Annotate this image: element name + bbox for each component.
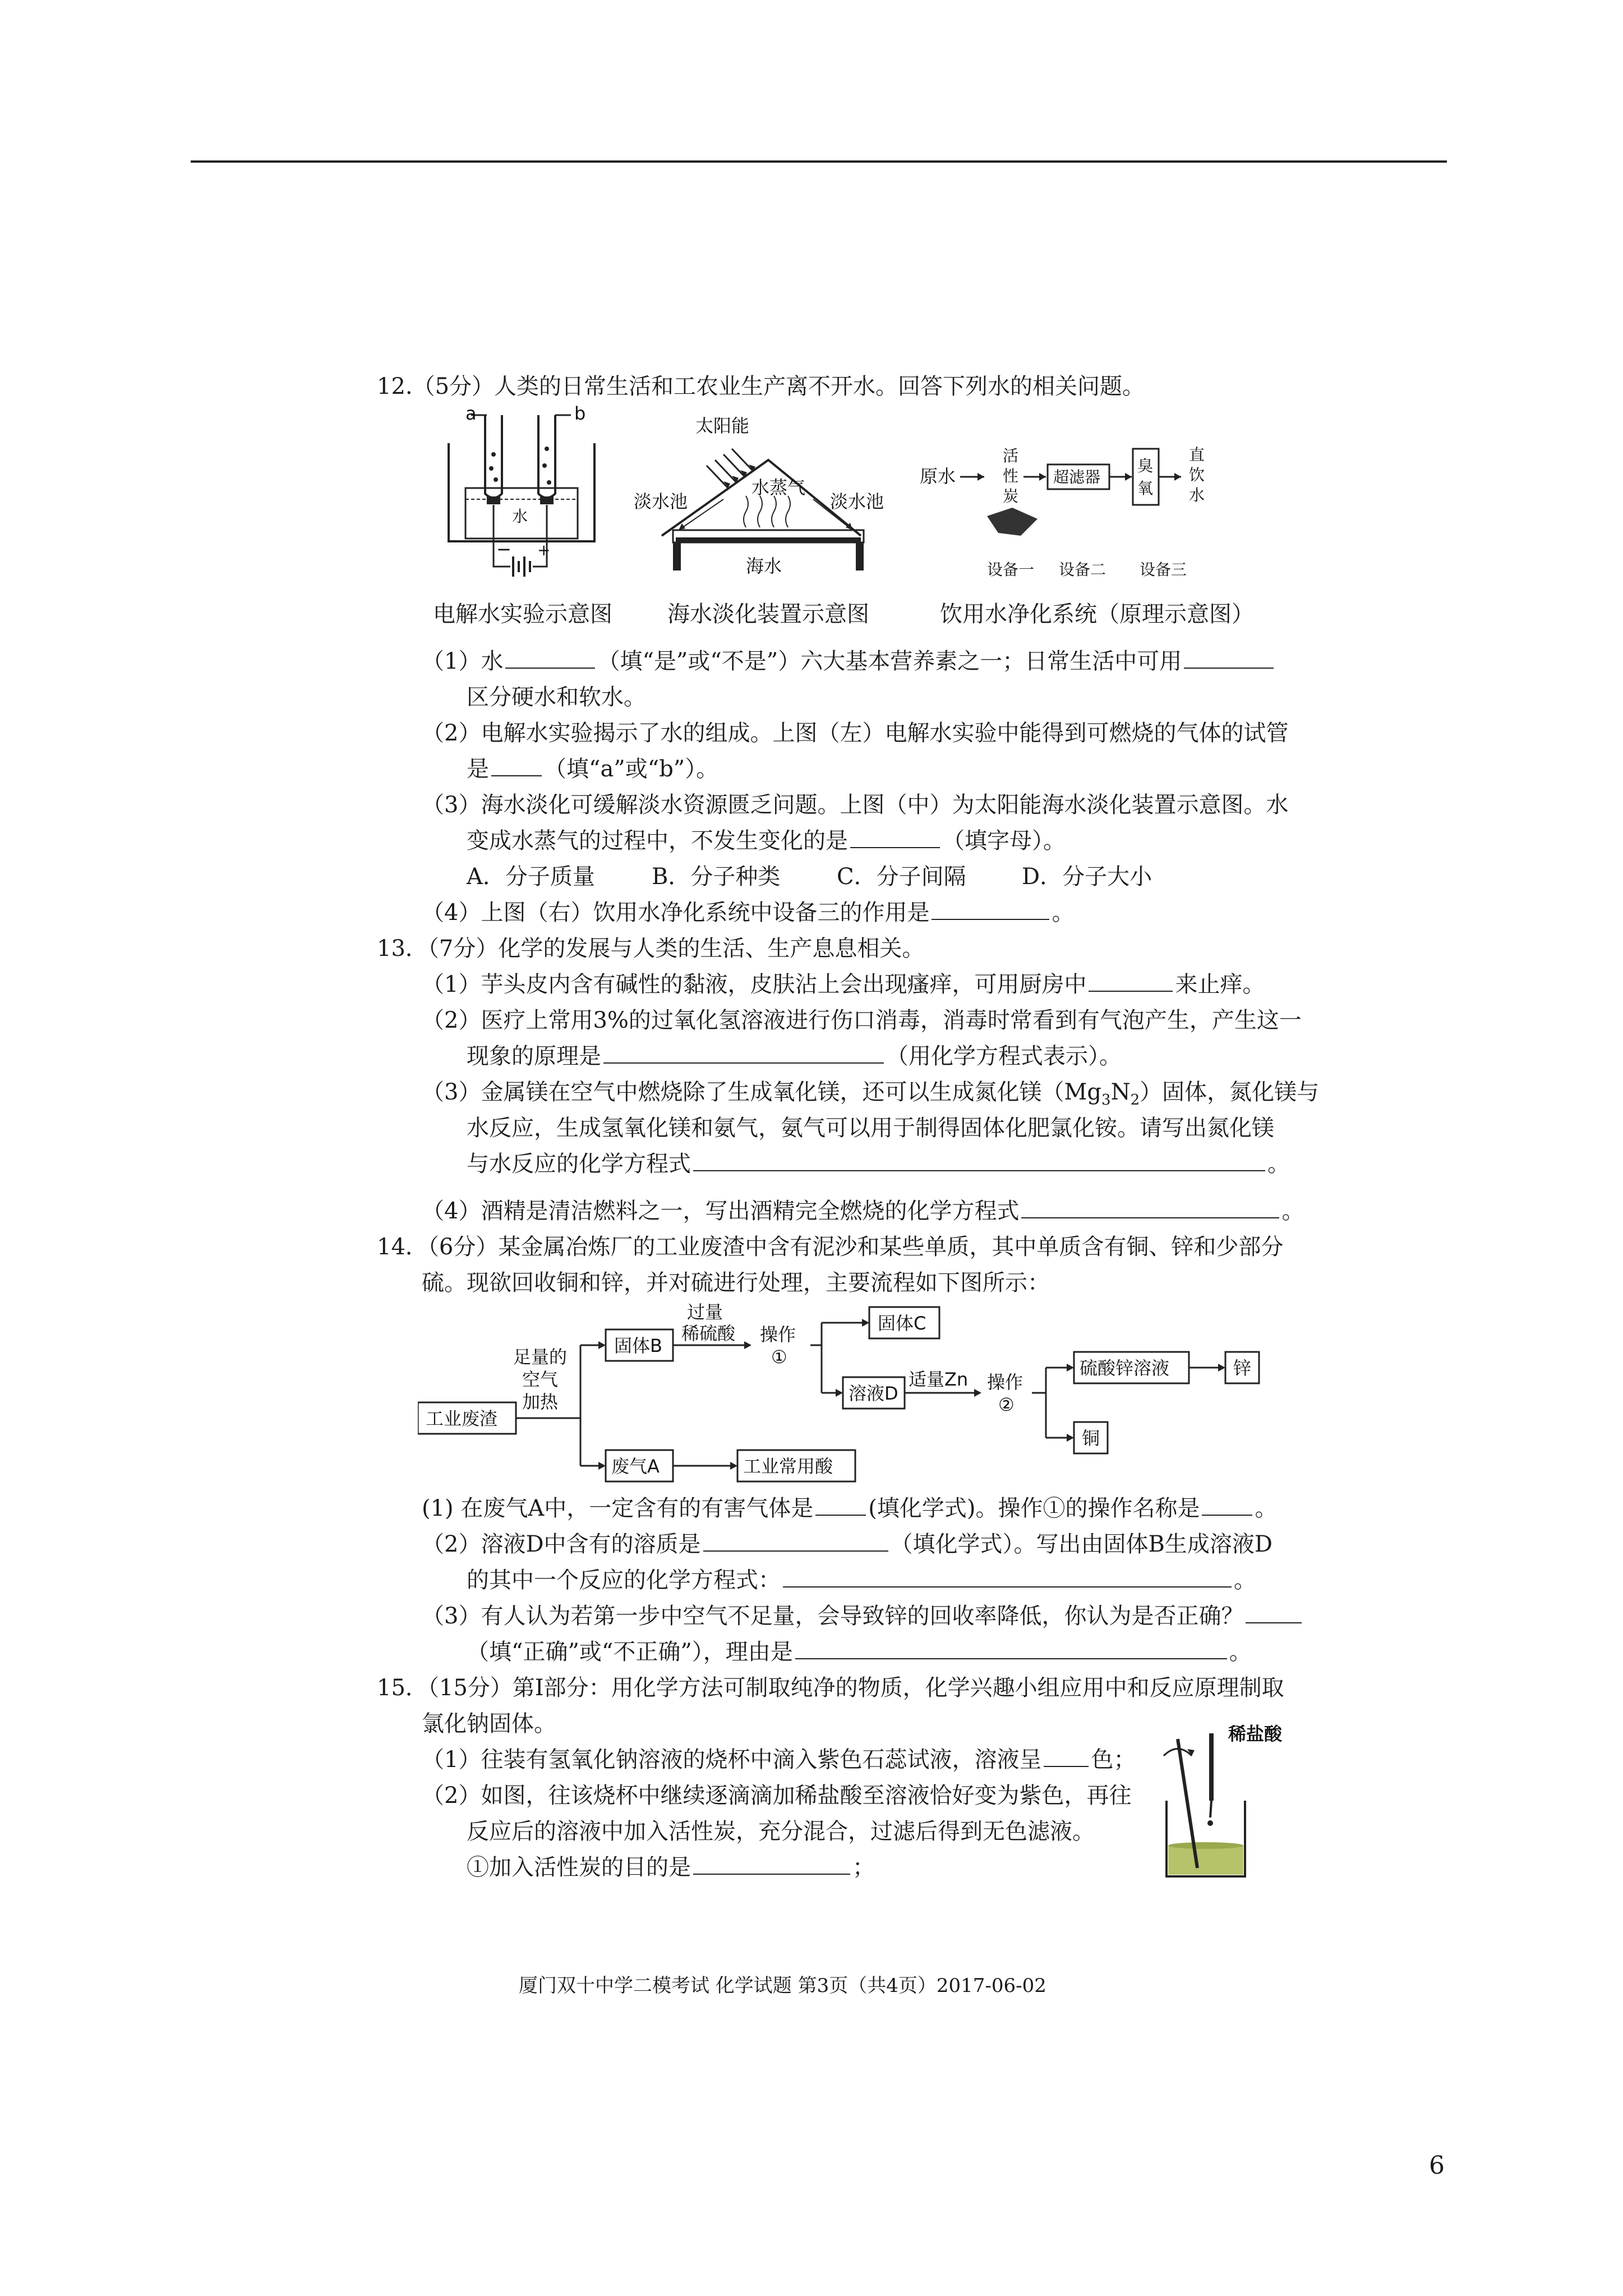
- q12-options: [467, 861, 1207, 893]
- q13-part2-line2: 现象的原理是 （用化学方程式表示）。: [467, 1040, 1122, 1073]
- answer-blank[interactable]: [505, 645, 595, 669]
- carbon-label-2: 性: [1003, 467, 1019, 485]
- option-a: A．分子质量: [467, 864, 595, 890]
- beaker-figure: [1144, 1717, 1312, 1885]
- hcl-label: 稀盐酸: [1228, 1723, 1283, 1745]
- flow-waste: 工业废渣: [426, 1408, 498, 1429]
- negative-label: −: [496, 539, 511, 560]
- vapor-label: 水蒸气: [751, 477, 806, 498]
- answer-blank[interactable]: [1089, 968, 1173, 992]
- q13-part3-line1: （3）金属镁在空气中燃烧除了生成氧化镁，还可以生成氮化镁$(Mg_3N_2)$固体，氮化镁与: [422, 1079, 1320, 1108]
- q12-part2-line1: （2）电解水实验揭示了水的组成。上图（左）电解水实验中能得到可燃烧的气体的试管: [422, 720, 1289, 746]
- ozone-label-1: 臭: [1137, 457, 1154, 475]
- q14-part2-line2: 的其中一个反应的化学方程式： 。: [467, 1564, 1256, 1596]
- flow-zinc-reagent: 适量Zn: [909, 1369, 969, 1390]
- q13-part4: （4）酒精是清洁燃料之一，写出酒精完全燃烧的化学方程式 。: [422, 1195, 1304, 1227]
- answer-blank[interactable]: [1184, 645, 1274, 669]
- q13-part2-line1: （2）医疗上常用3%的过氧化氢溶液进行伤口消毒，消毒时常看到有气泡产生，产生这一: [422, 1007, 1302, 1033]
- flow-acid-2: 稀硫酸: [681, 1323, 736, 1344]
- desalination-diagram: [628, 409, 892, 589]
- q13-title: 13．（7分）化学的发展与人类的生活、生产息息相关。: [377, 936, 925, 961]
- answer-blank[interactable]: [603, 1040, 884, 1064]
- q12-part4: （4）上图（右）饮用水净化系统中设备三的作用是 。: [422, 896, 1074, 929]
- answer-blank[interactable]: [815, 1492, 866, 1516]
- flow-air-2: 空气: [522, 1369, 559, 1390]
- ozone-label-2: 氧: [1137, 479, 1154, 498]
- option-d: D．分子大小: [1022, 864, 1152, 890]
- option-c: C．分子间隔: [837, 864, 966, 890]
- filter-label: 超滤器: [1053, 468, 1101, 486]
- caption-electrolysis: 电解水实验示意图: [433, 601, 612, 627]
- flow-solid-b: 固体B: [614, 1335, 662, 1356]
- raw-water-label: 原水: [920, 466, 956, 487]
- flow-copper: 铜: [1082, 1428, 1100, 1449]
- answer-blank[interactable]: [1246, 1600, 1302, 1623]
- q15-part2-line1: （2）如图，往该烧杯中继续逐滴滴加稀盐酸至溶液恰好变为紫色，再往: [422, 1783, 1132, 1809]
- q13-part3-line3: 与水反应的化学方程式 。: [467, 1148, 1290, 1180]
- tube-b-label: b: [574, 404, 586, 424]
- electrolysis-diagram: [437, 404, 606, 589]
- flow-solid-c: 固体C: [878, 1313, 926, 1334]
- flow-op2-num: ②: [998, 1394, 1015, 1415]
- q12-part3-line2: 变成水蒸气的过程中，不发生变化的是 （填字母）。: [467, 825, 1066, 857]
- q15-part1: （1）往装有氢氧化钠溶液的烧杯中滴入紫色石蕊试液，溶液呈 色；: [422, 1743, 1136, 1776]
- out-label-1: 直: [1189, 445, 1205, 464]
- q12-part2-line2: 是 （填“a”或“b”）。: [467, 753, 718, 785]
- page-number: 6: [1429, 2151, 1445, 2180]
- carbon-label-3: 炭: [1003, 487, 1019, 505]
- pool-right-label: 淡水池: [830, 491, 884, 512]
- seawater-label: 海水: [746, 555, 782, 577]
- answer-blank[interactable]: [1202, 1492, 1252, 1516]
- flow-znso4: 硫酸锌溶液: [1080, 1358, 1170, 1379]
- flow-industrial-acid: 工业常用酸: [743, 1456, 833, 1477]
- caption-purification: 饮用水净化系统（原理示意图）: [940, 601, 1254, 627]
- answer-blank[interactable]: [850, 825, 940, 848]
- answer-blank[interactable]: [932, 896, 1049, 920]
- flow-op1-num: ①: [771, 1346, 787, 1368]
- q14-part2-line1: （2）溶液D中含有的溶质是 （填化学式）。写出由固体B生成溶液D: [422, 1528, 1272, 1561]
- carbon-label-1: 活: [1003, 447, 1019, 465]
- q12-part3-line1: （3）海水淡化可缓解淡水资源匮乏问题。上图（中）为太阳能海水淡化装置示意图。水: [422, 792, 1289, 818]
- answer-blank[interactable]: [1044, 1743, 1089, 1767]
- q15-part2-line3: ①加入活性炭的目的是 ；: [467, 1851, 875, 1884]
- flow-solution-d: 溶液D: [849, 1383, 898, 1404]
- device-1-label: 设备一: [987, 560, 1035, 579]
- flow-gas-a: 废气A: [611, 1456, 660, 1477]
- q12-part1-line2: 区分硬水和软水。: [467, 684, 646, 710]
- answer-blank[interactable]: [783, 1564, 1232, 1588]
- q13-part3-line2: 水反应，生成氢氧化镁和氨气，氨气可以用于制得固体化肥氯化铵。请写出氮化镁: [467, 1115, 1274, 1141]
- positive-label: +: [537, 541, 551, 559]
- flow-air-1: 足量的: [513, 1346, 568, 1368]
- q15-part2-line2: 反应后的溶液中加入活性炭，充分混合，过滤后得到无色滤液。: [467, 1819, 1095, 1844]
- q14-part1: (1) 在废气A中，一定含有的有害气体是 (填化学式)。操作①的操作名称是 。: [422, 1492, 1277, 1525]
- flow-zinc: 锌: [1233, 1358, 1252, 1379]
- answer-blank[interactable]: [795, 1636, 1227, 1659]
- caption-desalination: 海水淡化装置示意图: [667, 601, 869, 627]
- q15-title-line2: 氯化钠固体。: [422, 1711, 556, 1737]
- q14-part3-line2: （填“正确”或“不正确”），理由是 。: [467, 1636, 1252, 1668]
- answer-blank[interactable]: [491, 753, 542, 776]
- out-label-2: 饮: [1189, 466, 1205, 484]
- flow-op2: 操作: [987, 1372, 1023, 1393]
- tube-a-label: a: [465, 404, 477, 424]
- pool-left-label: 淡水池: [634, 491, 688, 512]
- solar-label: 太阳能: [695, 415, 750, 436]
- answer-blank[interactable]: [693, 1851, 850, 1875]
- flow-acid-1: 过量: [687, 1301, 723, 1323]
- header-rule: [191, 160, 1447, 163]
- device-3-label: 设备三: [1140, 560, 1187, 579]
- option-b: B．分子种类: [652, 864, 781, 890]
- q12-part1-line1: （1）水 （填“是”或“不是”）六大基本营养素之一；日常生活中可用: [422, 645, 1276, 678]
- water-label: 水: [512, 507, 528, 526]
- flow-heat: 加热: [522, 1391, 559, 1412]
- page-footer: 厦门双十中学二模考试 化学试题 第3页（共4页）2017-06-02: [519, 1975, 1046, 1997]
- q13-part1: （1）芋头皮内含有碱性的黏液，皮肤沾上会出现瘙痒，可用厨房中 来止痒。: [422, 968, 1265, 1001]
- out-label-3: 水: [1189, 486, 1205, 504]
- q14-title-line1: 14．（6分）某金属冶炼厂的工业废渣中含有泥沙和某些单质，其中单质含有铜、锌和少部分: [377, 1234, 1284, 1260]
- q14-title-line2: 硫。现欲回收铜和锌，并对硫进行处理，主要流程如下图所示：: [422, 1270, 1050, 1296]
- purification-diagram: [920, 438, 1267, 589]
- answer-blank[interactable]: [703, 1528, 888, 1552]
- answer-blank[interactable]: [693, 1148, 1265, 1171]
- answer-blank[interactable]: [1021, 1195, 1279, 1218]
- flow-op1: 操作: [760, 1324, 796, 1345]
- device-2-label: 设备二: [1059, 560, 1106, 579]
- q14-part3-line1: （3）有人认为若第一步中空气不足量，会导致锌的回收率降低，你认为是否正确？: [422, 1600, 1304, 1632]
- q12-title: 12.（5分）人类的日常生活和工农业生产离不开水。回答下列水的相关问题。: [377, 374, 1145, 399]
- q15-title-line1: 15．（15分）第Ⅰ部分：用化学方法可制取纯净的物质，化学兴趣小组应用中和反应原理制取: [377, 1675, 1284, 1701]
- process-flow-diagram: [418, 1301, 1293, 1487]
